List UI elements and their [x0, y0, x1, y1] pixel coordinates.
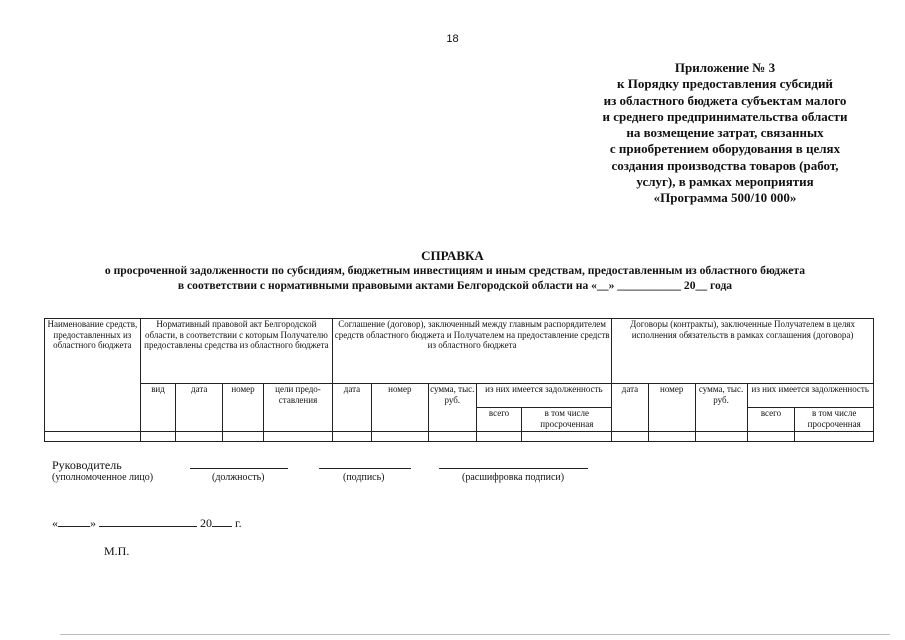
appendix-line: создания производства товаров (работ, [611, 157, 839, 173]
header-act-purpose: цели предо-ставления [263, 384, 332, 432]
table-cell[interactable] [140, 432, 176, 442]
appendix-line: на возмещение затрат, связанных [626, 125, 824, 141]
date-quote-close: » [90, 516, 96, 530]
header-contract-overdue: в том числе просроченная [795, 408, 874, 432]
date-day-field[interactable] [58, 514, 90, 527]
head-label: Руководитель [52, 458, 122, 472]
appendix-line: из областного бюджета субъектам малого [603, 92, 847, 108]
header-fund-name: Наименование средств, предоставленных из областного бюджета [45, 319, 141, 432]
subtitle-line-2: в соответствии с нормативными правовыми актами Белгородской области на «__» ___________ 20__ года [177, 278, 733, 292]
table-cell[interactable] [648, 432, 695, 442]
appendix-block [560, 60, 890, 207]
date-year-field[interactable] [212, 514, 232, 527]
head-sublabel: (уполномоченное лицо) [52, 472, 154, 483]
table-cell[interactable] [223, 432, 264, 442]
debt-table [44, 318, 874, 442]
date-quote-open: « [52, 516, 58, 530]
date-month-field[interactable] [99, 514, 197, 527]
position-line[interactable] [190, 468, 288, 469]
table-cell[interactable] [263, 432, 332, 442]
header-contract-total: всего [747, 408, 795, 432]
appendix-line: к Порядку предоставления субсидий [617, 76, 833, 92]
document-subtitle [30, 264, 880, 293]
header-agreement-total: всего [476, 408, 522, 432]
table-cell[interactable] [333, 432, 372, 442]
table-cell[interactable] [795, 432, 874, 442]
document-title: СПРАВКА [421, 248, 484, 263]
decoding-line[interactable] [439, 468, 588, 469]
table-cell[interactable] [371, 432, 428, 442]
table-cell[interactable] [428, 432, 476, 442]
header-act-number: номер [223, 384, 264, 432]
table-cell[interactable] [612, 432, 649, 442]
header-agreement: Соглашение (договор), заключенный между главным распорядителем средств областного бюджета и Получателем на предоставление средств из областного бюджета [333, 319, 612, 384]
header-legal-act: Нормативный правовой акт Белгородской области, в соответствии с которым Получателю предоставлены средства из областного бюджета [140, 319, 332, 384]
signature-line[interactable] [319, 468, 411, 469]
appendix-line: с приобретением оборудования в целях [609, 141, 841, 157]
header-agreement-sum: сумма, тыс. руб. [428, 384, 476, 432]
stamp-place: М.П. [104, 544, 130, 558]
table-cell[interactable] [747, 432, 795, 442]
header-contract-number: номер [648, 384, 695, 432]
appendix-line: услуг), в рамках мероприятия [636, 174, 814, 190]
header-contract-date: дата [612, 384, 649, 432]
header-contract-sum: сумма, тыс. руб. [695, 384, 747, 432]
signature-label: (подпись) [343, 472, 385, 483]
date-line [52, 514, 242, 531]
header-act-type: вид [140, 384, 176, 432]
table-row [45, 432, 874, 442]
appendix-line: и среднего предпринимательства области [602, 108, 848, 124]
table-cell[interactable] [45, 432, 141, 442]
bottom-divider [60, 634, 890, 635]
header-contracts: Договоры (контракты), заключенные Получателем в целях исполнения обязательств в рамках соглашения (договора) [612, 319, 874, 384]
page-number: 18 [446, 33, 459, 45]
header-agreement-overdue: в том числе просроченная [522, 408, 612, 432]
decoding-label: (расшифровка подписи) [462, 472, 565, 483]
table-cell[interactable] [695, 432, 747, 442]
header-agreement-debt: из них имеется задолженность [476, 384, 611, 408]
table-cell[interactable] [522, 432, 612, 442]
table-cell[interactable] [476, 432, 522, 442]
header-agreement-number: номер [371, 384, 428, 432]
position-label: (должность) [212, 472, 265, 483]
date-year-prefix: 20 [200, 516, 212, 530]
table-cell[interactable] [176, 432, 223, 442]
subtitle-line-1: о просроченной задолженности по субсидиям, бюджетным инвестициям и иным средствам, предоставленным из областного бюджета [104, 264, 806, 277]
header-contract-debt: из них имеется задолженность [747, 384, 873, 408]
appendix-line: Приложение № 3 [674, 60, 776, 75]
header-agreement-date: дата [333, 384, 372, 432]
appendix-line: «Программа 500/10 000» [653, 190, 797, 206]
date-suffix: г. [235, 516, 242, 530]
header-act-date: дата [176, 384, 223, 432]
